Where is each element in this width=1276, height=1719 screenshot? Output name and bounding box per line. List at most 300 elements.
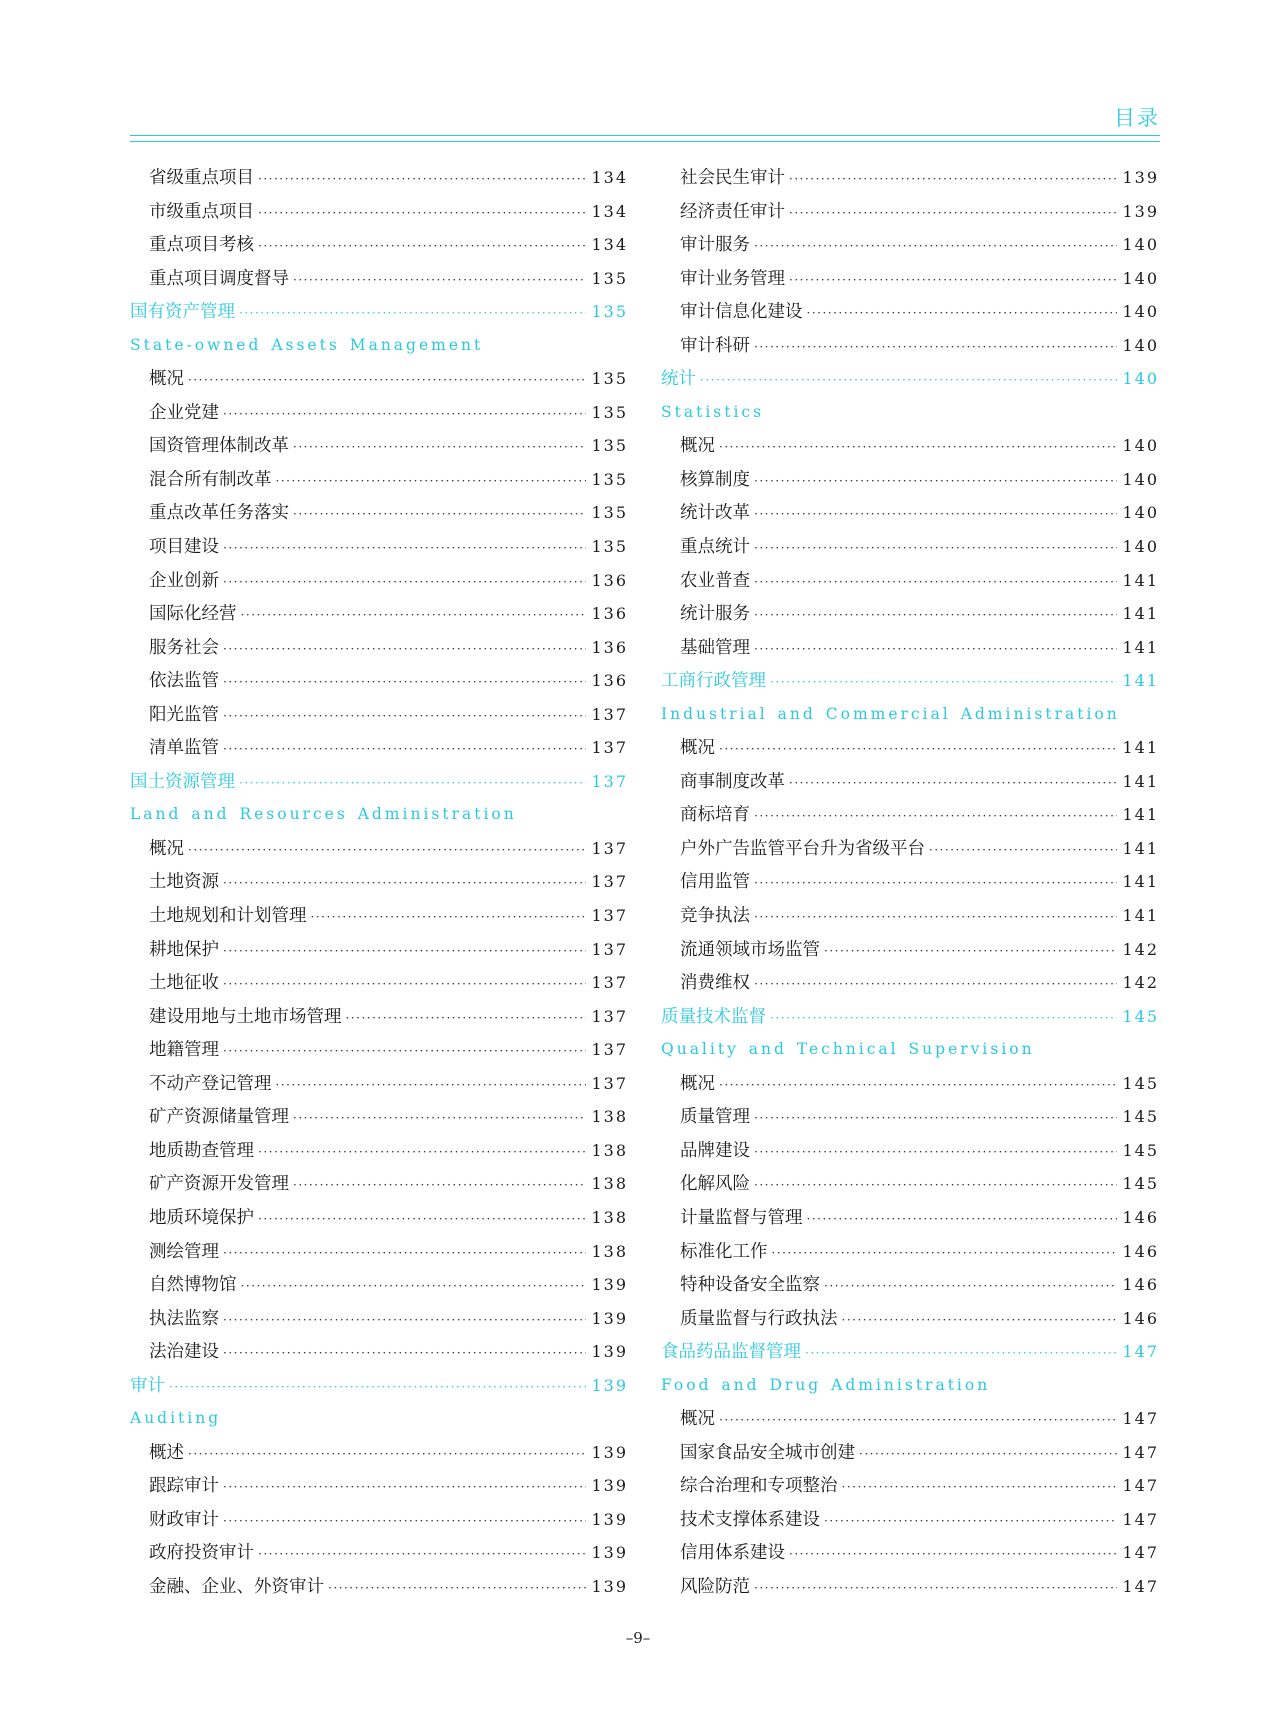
- toc-page-number: 139: [591, 1543, 628, 1563]
- toc-page-number: 140: [1122, 469, 1159, 489]
- toc-entry-label: 金融、企业、外资审计: [149, 1576, 324, 1597]
- dot-leader: [824, 1505, 1117, 1539]
- dot-leader: [789, 1538, 1117, 1572]
- toc-entry-label: 经济责任审计: [680, 201, 785, 222]
- toc-entry-label: 商事制度改革: [680, 771, 785, 792]
- toc-entry[interactable]: [661, 161, 1159, 195]
- page-number: –9–: [625, 1629, 651, 1647]
- toc-section-heading[interactable]: [661, 1000, 1159, 1034]
- toc-english-label: Statistics: [661, 402, 765, 421]
- toc-entry[interactable]: [661, 631, 1159, 665]
- toc-page-number: 135: [591, 503, 628, 523]
- dot-leader: [258, 1203, 586, 1237]
- toc-entry[interactable]: [130, 1536, 628, 1570]
- toc-entry[interactable]: [661, 899, 1159, 933]
- toc-entry[interactable]: [130, 1335, 628, 1369]
- toc-entry-label: 特种设备安全监察: [680, 1275, 820, 1296]
- toc-entry-label: 农业普查: [680, 570, 750, 591]
- toc-entry-label: 建设用地与土地市场管理: [149, 1006, 342, 1027]
- toc-english-label: State-owned Assets Management: [130, 335, 484, 354]
- dot-leader: [754, 566, 1117, 600]
- toc-entry[interactable]: [130, 463, 628, 497]
- toc-entry[interactable]: [130, 731, 628, 765]
- toc-entry[interactable]: [661, 1436, 1159, 1470]
- toc-entry-label: 国有资产管理: [130, 302, 235, 323]
- toc-entry-label: 项目建设: [149, 537, 219, 558]
- dot-leader: [223, 1304, 586, 1338]
- toc-page-number: 135: [591, 402, 628, 422]
- toc-page-number: 142: [1122, 939, 1159, 959]
- toc-entry[interactable]: [130, 664, 628, 698]
- toc-entry-label: 政府投资审计: [149, 1543, 254, 1564]
- toc-page-number: 140: [1122, 268, 1159, 288]
- toc-section-english-title: [130, 798, 628, 832]
- toc-page-number: 137: [591, 1040, 628, 1060]
- toc-entry[interactable]: [130, 1436, 628, 1470]
- toc-page-number: 138: [591, 1174, 628, 1194]
- dot-leader: [842, 1471, 1118, 1505]
- toc-entry[interactable]: [661, 262, 1159, 296]
- toc-page-number: 138: [591, 1107, 628, 1127]
- toc-entry-label: 信用监管: [680, 872, 750, 893]
- toc-entry-label: 质量管理: [680, 1107, 750, 1128]
- dot-leader: [789, 264, 1117, 298]
- toc-entry[interactable]: [661, 530, 1159, 564]
- dot-leader: [754, 1136, 1117, 1170]
- dot-leader: [293, 498, 586, 532]
- toc-page-number: 136: [591, 671, 628, 691]
- toc-entry-label: 国际化经营: [149, 604, 237, 625]
- toc-entry[interactable]: [661, 1100, 1159, 1134]
- dot-leader: [719, 431, 1117, 465]
- toc-entry[interactable]: [130, 1100, 628, 1134]
- toc-entry[interactable]: [661, 597, 1159, 631]
- toc-entry-label: 化解风险: [680, 1174, 750, 1195]
- toc-section-english-title: [661, 698, 1159, 732]
- dot-leader: [754, 599, 1117, 633]
- toc-page-number: 137: [591, 771, 628, 791]
- dot-leader: [807, 1203, 1118, 1237]
- toc-entry[interactable]: [661, 1235, 1159, 1269]
- toc-entry-label: 质量监督与行政执法: [680, 1308, 838, 1329]
- dot-leader: [719, 733, 1117, 767]
- toc-entry-label: 国土资源管理: [130, 771, 235, 792]
- toc-entry-label: 地质环境保护: [149, 1207, 254, 1228]
- dot-leader: [223, 566, 586, 600]
- toc-section-english-title: [661, 1033, 1159, 1067]
- toc-english-label: Industrial and Commercial Administration: [661, 704, 1120, 723]
- toc-page-number: 135: [591, 436, 628, 456]
- toc-page-number: 140: [1122, 436, 1159, 456]
- toc-page-number: 145: [1122, 1140, 1159, 1160]
- toc-entry-label: 信用体系建设: [680, 1543, 785, 1564]
- toc-page-number: 140: [1122, 537, 1159, 557]
- toc-entry[interactable]: [130, 496, 628, 530]
- toc-entry[interactable]: [661, 865, 1159, 899]
- dot-leader: [754, 230, 1117, 264]
- toc-page-number: 141: [1122, 604, 1159, 624]
- toc-entry[interactable]: [130, 966, 628, 1000]
- toc-page-number: 136: [591, 570, 628, 590]
- toc-entry[interactable]: [130, 698, 628, 732]
- toc-entry-label: 消费维权: [680, 973, 750, 994]
- toc-entry-label: 概述: [149, 1442, 184, 1463]
- toc-entry-label: 省级重点项目: [149, 168, 254, 188]
- toc-page-number: 141: [1122, 872, 1159, 892]
- toc-entry-label: 重点改革任务落实: [149, 503, 289, 524]
- toc-entry[interactable]: [661, 1302, 1159, 1336]
- toc-entry[interactable]: [130, 195, 628, 229]
- toc-entry-label: 不动产登记管理: [149, 1073, 272, 1094]
- toc-page-number: 139: [591, 1308, 628, 1328]
- toc-entry[interactable]: [130, 1302, 628, 1336]
- toc-entry[interactable]: [661, 496, 1159, 530]
- toc-entry-label: 企业党建: [149, 402, 219, 423]
- dot-leader: [754, 1102, 1117, 1136]
- toc-page-number: 137: [591, 1073, 628, 1093]
- toc-entry-label: 概况: [149, 838, 184, 859]
- toc-entry-label: 概况: [149, 369, 184, 390]
- toc-section-heading[interactable]: [130, 295, 628, 329]
- toc-entry[interactable]: [130, 1235, 628, 1269]
- dot-leader: [719, 1069, 1117, 1103]
- toc-page-number: 137: [591, 738, 628, 758]
- dot-leader: [258, 230, 586, 264]
- dot-leader: [223, 733, 586, 767]
- toc-page-number: 146: [1122, 1308, 1159, 1328]
- dot-leader: [223, 666, 586, 700]
- dot-leader: [311, 901, 587, 935]
- toc-entry[interactable]: [130, 899, 628, 933]
- toc-entry[interactable]: [130, 1134, 628, 1168]
- toc-entry[interactable]: [130, 1570, 628, 1604]
- dot-leader: [859, 1438, 1117, 1472]
- toc-page-number: 137: [591, 1006, 628, 1026]
- toc-entry[interactable]: [130, 429, 628, 463]
- toc-page-number: 141: [1122, 637, 1159, 657]
- toc-entry-label: 地籍管理: [149, 1040, 219, 1061]
- dot-leader: [188, 1438, 586, 1472]
- toc-entry-label: 统计: [661, 369, 696, 390]
- toc-entry-label: 技术支撑体系建设: [680, 1509, 820, 1530]
- toc-section-heading[interactable]: [130, 1369, 628, 1403]
- toc-section-heading[interactable]: [661, 362, 1159, 396]
- toc-page-number: 135: [591, 469, 628, 489]
- toc-entry[interactable]: [661, 933, 1159, 967]
- dot-leader: [772, 1237, 1118, 1271]
- toc-entry[interactable]: [661, 1134, 1159, 1168]
- toc-entry[interactable]: [661, 1201, 1159, 1235]
- dot-leader: [789, 767, 1117, 801]
- toc-page-number: 140: [1122, 302, 1159, 322]
- toc-page-number: 147: [1122, 1342, 1159, 1362]
- toc-entry-label: 户外广告监管平台升为省级平台: [680, 838, 925, 859]
- dot-leader: [188, 834, 586, 868]
- dot-leader: [276, 465, 587, 499]
- toc-entry-label: 社会民生审计: [680, 168, 785, 188]
- dot-leader: [188, 364, 586, 398]
- dot-leader: [754, 800, 1117, 834]
- header-divider: [130, 135, 1160, 142]
- dot-leader: [328, 1572, 586, 1606]
- toc-page-number: 140: [1122, 235, 1159, 255]
- toc-page-number: 139: [591, 1576, 628, 1596]
- dot-leader: [770, 1002, 1117, 1036]
- dot-leader: [770, 666, 1117, 700]
- toc-entry[interactable]: [130, 262, 628, 296]
- toc-entry[interactable]: [130, 1033, 628, 1067]
- toc-page-number: 139: [1122, 201, 1159, 221]
- dot-leader: [807, 297, 1118, 331]
- toc-entry[interactable]: [130, 564, 628, 598]
- dot-leader: [258, 1538, 586, 1572]
- toc-entry[interactable]: [130, 530, 628, 564]
- toc-page-number: 147: [1122, 1509, 1159, 1529]
- dot-leader: [754, 1169, 1117, 1203]
- toc-entry-label: 流通领域市场监管: [680, 939, 820, 960]
- toc-page-number: 147: [1122, 1576, 1159, 1596]
- toc-entry[interactable]: [661, 195, 1159, 229]
- toc-page-number: 134: [591, 235, 628, 255]
- toc-entry[interactable]: [661, 832, 1159, 866]
- toc-entry[interactable]: [130, 396, 628, 430]
- toc-entry-label: 审计业务管理: [680, 268, 785, 289]
- toc-entry[interactable]: [130, 1167, 628, 1201]
- dot-leader: [241, 599, 587, 633]
- toc-page-number: 138: [591, 1207, 628, 1227]
- toc-page-number: 137: [591, 704, 628, 724]
- dot-leader: [700, 364, 1117, 398]
- toc-entry-label: 土地资源: [149, 872, 219, 893]
- toc-entry-label: 阳光监管: [149, 704, 219, 725]
- toc-entry[interactable]: [130, 933, 628, 967]
- toc-page-number: 146: [1122, 1241, 1159, 1261]
- toc-page-number: 142: [1122, 973, 1159, 993]
- toc-page-number: 139: [1122, 168, 1159, 187]
- dot-leader: [223, 1237, 586, 1271]
- toc-entry[interactable]: [130, 228, 628, 262]
- dot-leader: [754, 465, 1117, 499]
- toc-page-number: 141: [1122, 906, 1159, 926]
- dot-leader: [241, 1270, 587, 1304]
- toc-right-column: [661, 161, 1159, 1604]
- toc-page-number: 137: [591, 973, 628, 993]
- toc-entry[interactable]: [130, 832, 628, 866]
- toc-page-number: 147: [1122, 1409, 1159, 1429]
- toc-entry-label: 核算制度: [680, 469, 750, 490]
- toc-entry[interactable]: [661, 966, 1159, 1000]
- toc-entry[interactable]: [130, 631, 628, 665]
- toc-entry-label: 统计服务: [680, 604, 750, 625]
- toc-entry[interactable]: [130, 1067, 628, 1101]
- dot-leader: [223, 532, 586, 566]
- toc-entry[interactable]: [661, 329, 1159, 363]
- dot-leader: [824, 935, 1117, 969]
- toc-page-number: 139: [591, 1442, 628, 1462]
- toc-page-number: 141: [1122, 738, 1159, 758]
- toc-entry-label: 法治建设: [149, 1342, 219, 1363]
- toc-page-number: 141: [1122, 570, 1159, 590]
- toc-page-number: 139: [591, 1509, 628, 1529]
- toc-left-column: [130, 161, 628, 1604]
- dot-leader: [276, 1069, 587, 1103]
- toc-page-number: 141: [1122, 771, 1159, 791]
- toc-entry[interactable]: [661, 1402, 1159, 1436]
- toc-entry-label: 企业创新: [149, 570, 219, 591]
- toc-entry-label: 风险防范: [680, 1576, 750, 1597]
- dot-leader: [754, 498, 1117, 532]
- toc-page-number: 134: [591, 168, 628, 187]
- dot-leader: [754, 532, 1117, 566]
- toc-entry-label: 审计科研: [680, 335, 750, 356]
- dot-leader: [293, 1169, 586, 1203]
- dot-leader: [258, 163, 586, 197]
- toc-entry[interactable]: [661, 228, 1159, 262]
- dot-leader: [258, 1136, 586, 1170]
- dot-leader: [223, 633, 586, 667]
- toc-page-number: 137: [591, 906, 628, 926]
- toc-page-number: 135: [591, 537, 628, 557]
- toc-page-number: 145: [1122, 1174, 1159, 1194]
- toc-section-english-title: [661, 1369, 1159, 1403]
- dot-leader: [754, 901, 1117, 935]
- toc-entry-label: 耕地保护: [149, 939, 219, 960]
- toc-entry[interactable]: [661, 1536, 1159, 1570]
- toc-page-number: 138: [591, 1140, 628, 1160]
- toc-entry-label: 自然博物馆: [149, 1275, 237, 1296]
- toc-entry[interactable]: [661, 731, 1159, 765]
- dot-leader: [293, 1102, 586, 1136]
- toc-entry-label: 品牌建设: [680, 1140, 750, 1161]
- toc-entry-label: 重点统计: [680, 537, 750, 558]
- toc-page-number: 140: [1122, 335, 1159, 355]
- toc-page-number: 141: [1122, 805, 1159, 825]
- toc-page-number: 134: [591, 201, 628, 221]
- toc-entry[interactable]: [661, 765, 1159, 799]
- toc-entry[interactable]: [661, 463, 1159, 497]
- toc-page-number: 145: [1122, 1073, 1159, 1093]
- toc-entry-label: 执法监察: [149, 1308, 219, 1329]
- toc-page-number: 139: [591, 1375, 628, 1395]
- page-title: 目录: [1114, 106, 1160, 130]
- toc-entry[interactable]: [130, 597, 628, 631]
- toc-entry-label: 基础管理: [680, 637, 750, 658]
- toc-entry-label: 概况: [680, 436, 715, 457]
- toc-page-number: 141: [1122, 838, 1159, 858]
- toc-entry[interactable]: [130, 1469, 628, 1503]
- toc-page-number: 135: [591, 268, 628, 288]
- toc-entry-label: 国资管理体制改革: [149, 436, 289, 457]
- toc-entry[interactable]: [661, 295, 1159, 329]
- toc-entry-label: 财政审计: [149, 1509, 219, 1530]
- toc-page-number: 140: [1122, 503, 1159, 523]
- toc-entry-label: 概况: [680, 1409, 715, 1430]
- dot-leader: [239, 767, 586, 801]
- dot-leader: [293, 431, 586, 465]
- toc-entry[interactable]: [661, 564, 1159, 598]
- toc-page-number: 136: [591, 604, 628, 624]
- toc-page-number: 147: [1122, 1476, 1159, 1496]
- dot-leader: [805, 1337, 1117, 1371]
- toc-english-label: Food and Drug Administration: [661, 1375, 991, 1394]
- toc-section-heading[interactable]: [661, 1335, 1159, 1369]
- toc-section-heading[interactable]: [130, 765, 628, 799]
- toc-entry-label: 跟踪审计: [149, 1476, 219, 1497]
- toc-english-label: Auditing: [130, 1409, 222, 1428]
- toc-page-number: 137: [591, 838, 628, 858]
- dot-leader: [223, 968, 586, 1002]
- toc-entry-label: 矿产资源储量管理: [149, 1107, 289, 1128]
- toc-page-number: 146: [1122, 1207, 1159, 1227]
- toc-page-number: 137: [591, 872, 628, 892]
- toc-page-number: 145: [1122, 1107, 1159, 1127]
- toc-entry-label: 综合治理和专项整治: [680, 1476, 838, 1497]
- toc-entry[interactable]: [130, 161, 628, 195]
- toc-entry[interactable]: [661, 798, 1159, 832]
- toc-entry-label: 国家食品安全城市创建: [680, 1442, 855, 1463]
- toc-page-number: 147: [1122, 1442, 1159, 1462]
- toc-entry[interactable]: [661, 1268, 1159, 1302]
- toc-entry-label: 概况: [680, 1073, 715, 1094]
- toc-entry-label: 矿产资源开发管理: [149, 1174, 289, 1195]
- toc-entry[interactable]: [661, 1570, 1159, 1604]
- toc-section-english-title: [130, 1402, 628, 1436]
- toc-entry-label: 依法监管: [149, 671, 219, 692]
- dot-leader: [842, 1304, 1118, 1338]
- toc-entry[interactable]: [661, 1167, 1159, 1201]
- toc-entry[interactable]: [661, 1067, 1159, 1101]
- toc-page-number: 141: [1122, 671, 1159, 691]
- toc-entry-label: 重点项目调度督导: [149, 268, 289, 289]
- dot-leader: [346, 1002, 587, 1036]
- dot-leader: [223, 1035, 586, 1069]
- toc-entry-label: 计量监督与管理: [680, 1207, 803, 1228]
- dot-leader: [754, 331, 1117, 365]
- toc-page-number: 140: [1122, 369, 1159, 389]
- toc-page-number: 147: [1122, 1543, 1159, 1563]
- toc-english-label: Land and Resources Administration: [130, 805, 517, 824]
- toc-entry-label: 质量技术监督: [661, 1006, 766, 1027]
- toc-entry[interactable]: [661, 1469, 1159, 1503]
- toc-page-number: 135: [591, 369, 628, 389]
- dot-leader: [223, 398, 586, 432]
- toc-entry[interactable]: [130, 1503, 628, 1537]
- toc-section-english-title: [130, 329, 628, 363]
- dot-leader: [223, 1337, 586, 1371]
- toc-entry[interactable]: [130, 1268, 628, 1302]
- toc-entry-label: 竞争执法: [680, 906, 750, 927]
- toc-page-number: 135: [591, 302, 628, 322]
- toc-entry[interactable]: [130, 362, 628, 396]
- toc-section-heading[interactable]: [661, 664, 1159, 698]
- dot-leader: [223, 700, 586, 734]
- dot-leader: [789, 197, 1117, 231]
- toc-entry[interactable]: [130, 865, 628, 899]
- dot-leader: [223, 1471, 586, 1505]
- toc-entry[interactable]: [130, 1201, 628, 1235]
- dot-leader: [239, 297, 586, 331]
- dot-leader: [824, 1270, 1117, 1304]
- toc-entry-label: 地质勘查管理: [149, 1140, 254, 1161]
- toc-entry[interactable]: [130, 1000, 628, 1034]
- toc-entry-label: 统计改革: [680, 503, 750, 524]
- dot-leader: [789, 163, 1117, 197]
- toc-entry[interactable]: [661, 1503, 1159, 1537]
- toc-entry[interactable]: [661, 429, 1159, 463]
- toc-page-number: 146: [1122, 1275, 1159, 1295]
- toc-entry-label: 混合所有制改革: [149, 469, 272, 490]
- toc-page-number: 136: [591, 637, 628, 657]
